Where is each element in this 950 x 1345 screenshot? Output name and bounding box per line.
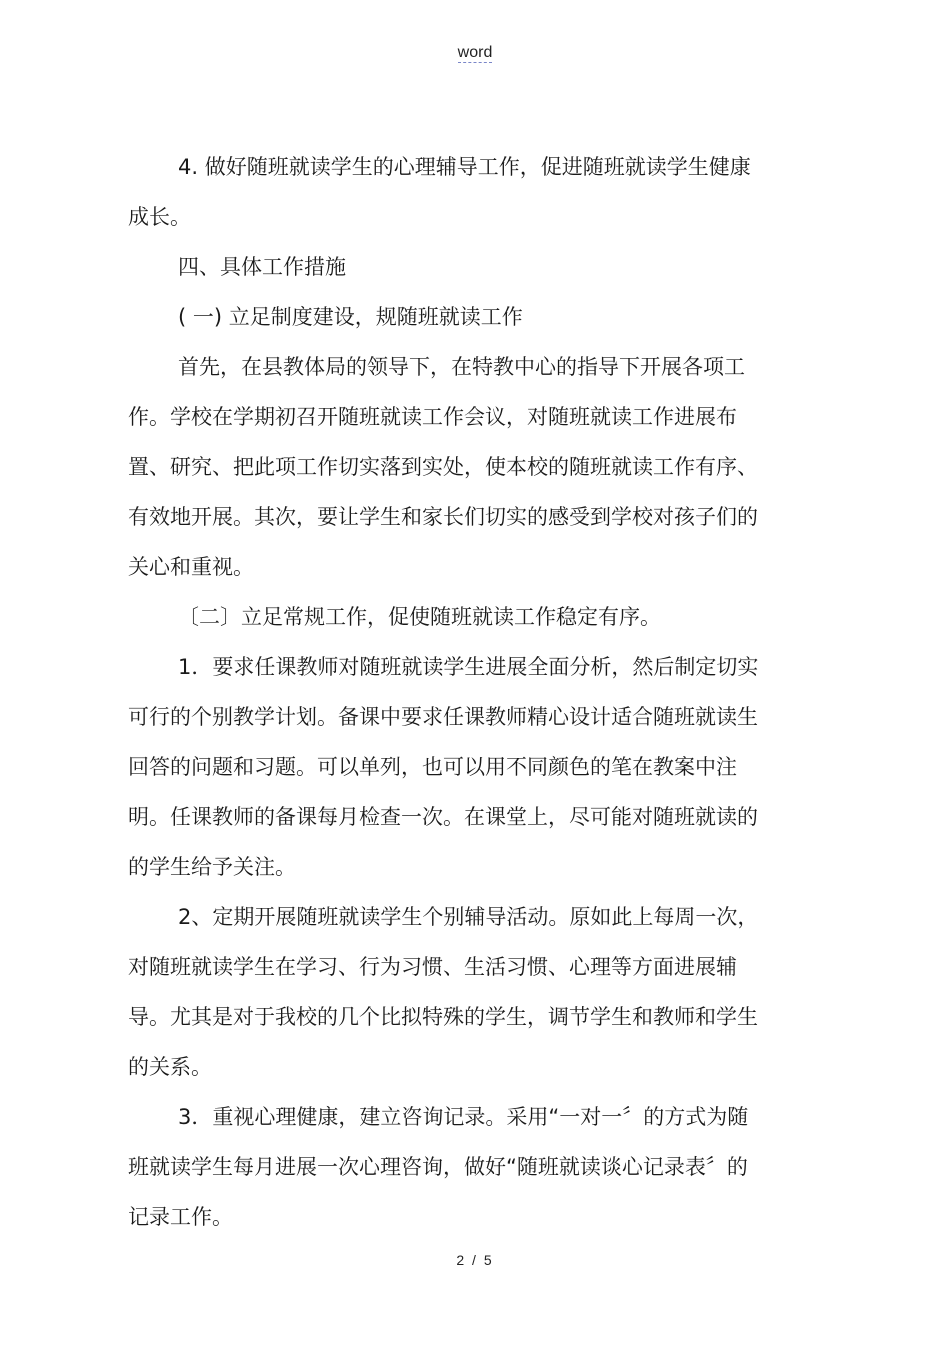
paragraph-item-1: 1．要求任课教师对随班就读学生进展全面分析，然后制定切实可行的个别教学计划。备课中要求任课教师精心设计适合随班就读生回答的问题和习题。可以单列，也可以用不同颜色的笔在教案中注明。任课教师的备课每月检查一次。在课堂上，尽可能对随班就读的的学生给予关注。 (128, 655, 759, 879)
paragraph-first-second: 首先，在县教体局的领导下，在特教中心的指导下开展各项工作。学校在学期初召开随班就读工作会议，对随班就读工作进展布置、研究、把此项工作切实落到实处，使本校的随班就读工作有序、有效地开展。其次，要让学生和家长们切实的感受到学校对孩子们的关心和重视。 (128, 355, 758, 579)
subheading-routine-work: 〔二〕立足常规工作，促使随班就读工作稳定有序。 (178, 605, 661, 629)
page-header (0, 44, 950, 62)
header-title: word (457, 44, 493, 61)
paragraph-mental-guidance: 4. 做好随班就读学生的心理辅导工作，促进随班就读学生健康成长。 (128, 155, 751, 229)
paragraph-item-2: 2、定期开展随班就读学生个别辅导活动。原如此上每周一次，对随班就读学生在学习、行为习惯、生活习惯、心理等方面进展辅导。尤其是对于我校的几个比拟特殊的学生，调节学生和教师和学生的关系。 (128, 905, 759, 1079)
document-body (128, 142, 768, 1242)
paragraph-item-3: 3．重视心理健康，建立咨询记录。采用“一对一〞的方式为随班就读学生每月进展一次心理咨询，做好“随班就读谈心记录表〞的记录工作。 (128, 1105, 749, 1229)
page-footer (0, 1252, 950, 1268)
section-heading-measures: 四、具体工作措施 (178, 255, 346, 279)
subheading-system-building: ( 一) 立足制度建设，规随班就读工作 (178, 305, 523, 329)
page-indicator: 2 / 5 (456, 1252, 494, 1268)
